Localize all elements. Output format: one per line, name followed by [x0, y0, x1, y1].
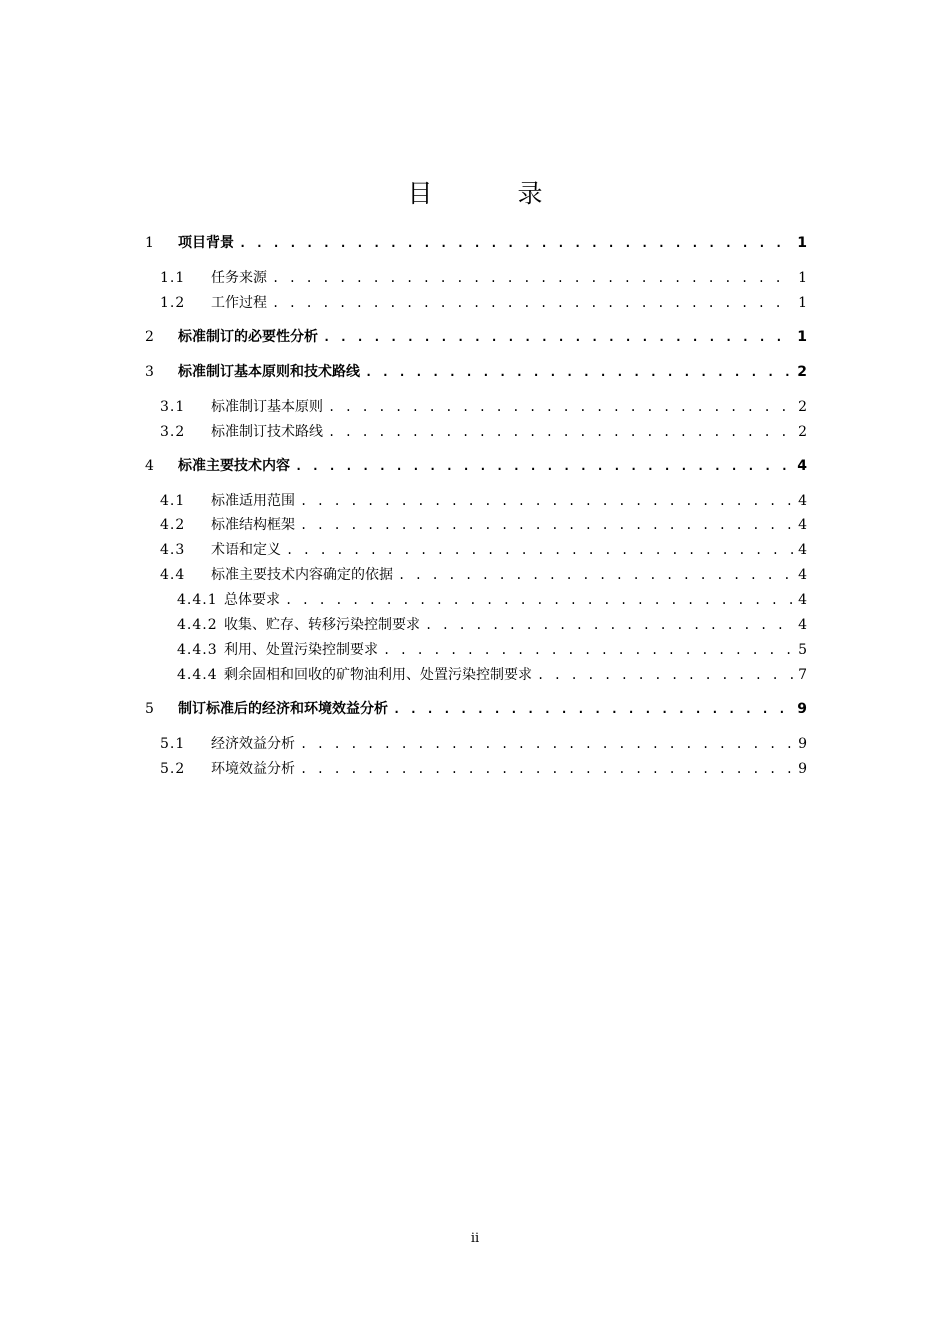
toc-entry-number: 2 — [145, 329, 155, 345]
toc-entry-page: 7 — [798, 667, 807, 683]
toc-entry-number: 3.1 — [160, 399, 186, 415]
toc-entry[interactable] — [144, 664, 807, 686]
toc-entry-label: 标准制订技术路线 — [211, 424, 323, 440]
toc-entry[interactable] — [144, 326, 807, 348]
toc-entry-page: 4 — [798, 542, 807, 558]
dot-leader — [300, 514, 794, 536]
toc-entry-page: 2 — [797, 364, 807, 380]
toc-entry-number: 4.2 — [160, 517, 186, 533]
toc-entry[interactable] — [144, 232, 807, 254]
toc-entry-label: 标准制订基本原则 — [211, 399, 323, 415]
dot-leader — [300, 733, 794, 755]
toc-entry-number: 1.2 — [160, 295, 186, 311]
toc-entry[interactable] — [144, 455, 807, 477]
toc-entry-number: 1 — [145, 235, 155, 251]
toc-entry-page: 1 — [797, 329, 807, 345]
toc-entry[interactable] — [144, 490, 807, 512]
dot-leader — [300, 758, 794, 780]
dot-leader — [537, 664, 794, 686]
toc-entry-label: 利用、处置污染控制要求 — [224, 642, 378, 658]
toc-entry[interactable] — [144, 421, 807, 443]
toc-entry-page: 4 — [798, 567, 807, 583]
toc-entry-number: 4.4.3 — [177, 642, 218, 658]
toc-entry[interactable] — [144, 639, 807, 661]
dot-leader — [328, 421, 794, 443]
dot-leader — [300, 490, 794, 512]
dot-leader — [295, 455, 793, 477]
toc-entry-page: 1 — [798, 270, 807, 286]
dot-leader — [393, 698, 793, 720]
dot-leader — [272, 292, 794, 314]
toc-entry[interactable] — [144, 514, 807, 536]
toc-entry-page: 9 — [798, 761, 807, 777]
dot-leader — [328, 396, 794, 418]
toc-entry-number: 4.1 — [160, 493, 186, 509]
toc-entry-number: 4.3 — [160, 542, 186, 558]
toc-entry-label: 标准主要技术内容 — [178, 458, 290, 474]
toc-entry-label: 术语和定义 — [211, 542, 281, 558]
dot-leader — [383, 639, 794, 661]
toc-entry-label: 环境效益分析 — [211, 761, 295, 777]
toc-entry-number: 4.4.4 — [177, 667, 218, 683]
toc-entry-label: 收集、贮存、转移污染控制要求 — [224, 617, 420, 633]
dot-leader — [398, 564, 794, 586]
toc-entry-number: 3 — [145, 364, 155, 380]
toc-entry-page: 4 — [798, 617, 807, 633]
toc-entry-label: 总体要求 — [224, 592, 280, 608]
toc-entry-number: 4 — [145, 458, 155, 474]
toc-entry-page: 4 — [798, 517, 807, 533]
toc-entry-label: 标准结构框架 — [211, 517, 295, 533]
toc-entry[interactable] — [144, 292, 807, 314]
toc-entry[interactable] — [144, 396, 807, 418]
toc-entry-number: 4.4.2 — [177, 617, 218, 633]
toc-entry[interactable] — [144, 733, 807, 755]
toc-entry-page: 4 — [798, 493, 807, 509]
toc-entry[interactable] — [144, 589, 807, 611]
toc-entry-label: 项目背景 — [178, 235, 234, 251]
toc-entry-page: 9 — [797, 701, 807, 717]
toc-entry[interactable] — [144, 361, 807, 383]
toc-entry-label: 标准适用范围 — [211, 493, 295, 509]
toc-entry-number: 1.1 — [160, 270, 186, 286]
toc-entry-number: 3.2 — [160, 424, 186, 440]
toc-entry-number: 5.1 — [160, 736, 186, 752]
toc-entry-page: 4 — [798, 592, 807, 608]
dot-leader — [286, 539, 794, 561]
toc-entry[interactable] — [144, 267, 807, 289]
toc-entry-label: 制订标准后的经济和环境效益分析 — [178, 701, 388, 717]
dot-leader — [272, 267, 794, 289]
toc-title: 目 录 — [407, 179, 573, 208]
toc-entry-label: 任务来源 — [211, 270, 267, 286]
toc-entry-number: 4.4.1 — [177, 592, 218, 608]
toc-entry-page: 4 — [797, 458, 807, 474]
toc-entry[interactable] — [144, 698, 807, 720]
toc-entry-page: 1 — [798, 295, 807, 311]
toc-entry-label: 剩余固相和回收的矿物油利用、处置污染控制要求 — [224, 667, 532, 683]
dot-leader — [285, 589, 794, 611]
toc-entry-page: 1 — [797, 235, 807, 251]
toc-entry-label: 标准主要技术内容确定的依据 — [211, 567, 393, 583]
toc-entry-label: 标准制订基本原则和技术路线 — [178, 364, 360, 380]
toc-entry-label: 经济效益分析 — [211, 736, 295, 752]
toc-entry[interactable] — [144, 564, 807, 586]
toc-entry-page: 9 — [798, 736, 807, 752]
toc-entry[interactable] — [144, 758, 807, 780]
dot-leader — [323, 326, 793, 348]
toc-entry-label: 标准制订的必要性分析 — [178, 329, 318, 345]
toc-entry-number: 5.2 — [160, 761, 186, 777]
toc-entry-page: 2 — [798, 424, 807, 440]
dot-leader — [425, 614, 794, 636]
toc-entry-number: 5 — [145, 701, 155, 717]
toc-entry[interactable] — [144, 539, 807, 561]
dot-leader — [365, 361, 793, 383]
dot-leader — [239, 232, 793, 254]
toc-entry-page: 2 — [798, 399, 807, 415]
toc-entry-label: 工作过程 — [211, 295, 267, 311]
page-number: ii — [470, 1231, 480, 1246]
toc-entry-page: 5 — [798, 642, 807, 658]
toc-entry[interactable] — [144, 614, 807, 636]
toc-entry-number: 4.4 — [160, 567, 186, 583]
